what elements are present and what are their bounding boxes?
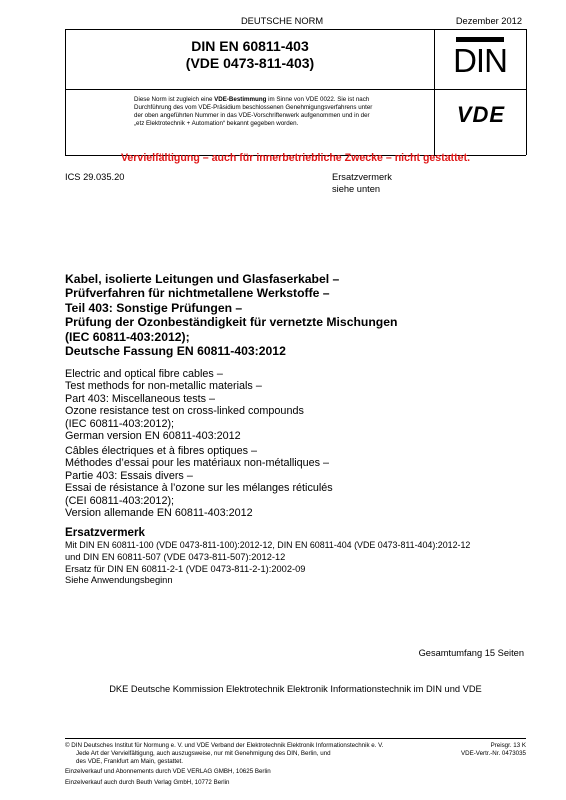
- total-pages: Gesamtumfang 15 Seiten: [418, 648, 524, 658]
- sales-info-2: Einzelverkauf auch durch Beuth Verlag GmbH, 10772 Berlin: [65, 779, 230, 786]
- ersatzvermerk-body: [65, 540, 527, 587]
- title-english-line: Ozone resistance test on cross-linked compounds: [65, 405, 304, 418]
- title-german-line: Kabel, isolierte Leitungen und Glasfaserkabel –: [65, 272, 340, 286]
- ics-code: ICS 29.035.20: [65, 172, 125, 182]
- dke-line: DKE Deutsche Kommission Elektrotechnik Elektronik Informationstechnik im DIN und VDE: [109, 684, 482, 694]
- ersatzvermerk-line: Ersatz für DIN EN 60811-2-1 (VDE 0473-811-2-1):2002-09: [65, 563, 306, 574]
- divider: [65, 29, 526, 30]
- title-french: [65, 445, 333, 519]
- ersatz-reference: Ersatzvermerk siehe unten: [332, 172, 392, 194]
- price-info: [430, 742, 526, 758]
- din-logo-text: DIN: [453, 42, 507, 79]
- ersatzvermerk-heading: Ersatzvermerk: [65, 526, 145, 539]
- copyright-notice: © DIN Deutsches Institut für Normung e. V. und VDE Verband der Elektrotechnik Elektronik Informationstechnik e. V. Jede Art der Vervielfältigung, auch auszugsweise, nur mit Genehmigung des DIN, Berlin, und des VDE, Frankfurt am Main, gestattet.: [65, 742, 384, 765]
- ersatzvermerk-line: und DIN EN 60811-507 (VDE 0473-811-507):2012-12: [65, 551, 286, 562]
- title-german-line: (IEC 60811-403:2012);: [65, 329, 190, 344]
- title-english-line: (IEC 60811-403:2012);: [65, 417, 175, 430]
- ersatzvermerk-line: Siehe Anwendungsbeginn: [65, 575, 173, 586]
- title-german-line: Prüfung der Ozonbeständigkeit für vernetzte Mischungen: [65, 315, 398, 330]
- title-french-line: (CEI 60811-403:2012);: [65, 494, 175, 507]
- title-english-line: Part 403: Miscellaneous tests –: [65, 392, 216, 405]
- divider: [65, 89, 526, 90]
- title-french-line: Version allemande EN 60811-403:2012: [65, 507, 253, 520]
- sales-info-1: Einzelverkauf und Abonnements durch VDE VERLAG GMBH, 10625 Berlin: [65, 768, 271, 775]
- vde-contract-number: VDE-Vertr.-Nr. 0473035: [461, 750, 526, 757]
- divider: [434, 29, 435, 155]
- title-english-line: German version EN 60811-403:2012: [65, 430, 241, 443]
- title-english: [65, 368, 304, 442]
- title-french-line: Partie 403: Essais divers –: [65, 469, 193, 482]
- reproduction-warning: Vervielfältigung – auch für innerbetriebliche Zwecke – nicht gestattet.: [120, 152, 471, 164]
- title-german-line: Deutsche Fassung EN 60811-403:2012: [65, 344, 286, 359]
- title-german-line: Teil 403: Sonstige Prüfungen –: [65, 300, 243, 315]
- price-group: Preisgr. 13 K: [490, 742, 526, 749]
- footer-divider: [65, 738, 526, 739]
- divider: [526, 29, 527, 155]
- ersatzvermerk-line: Mit DIN EN 60811-100 (VDE 0473-811-100):2012-12, DIN EN 60811-404 (VDE 0473-811-404):2012-12: [65, 540, 471, 550]
- vde-logo: VDE: [456, 102, 506, 127]
- norm-type-label: DEUTSCHE NORM: [240, 16, 324, 26]
- din-number: DIN EN 60811-403: [191, 38, 309, 54]
- divider: [65, 29, 66, 155]
- standard-number: [130, 38, 370, 72]
- vde-notice: Diese Norm ist zugleich eine VDE-Bestimmung im Sinne von VDE 0022. Sie ist nach Durchführung des vom VDE-Präsidium beschlossenen Genehmigungsverfahrens unter der oben angeführten Nummer in das VDE-Vorschriftenwerk aufgenommen und in der „etz Elektrotechnik + Automation“ bekannt gegeben worden.: [134, 96, 373, 127]
- title-german: [65, 272, 397, 358]
- title-french-line: Essai de résistance à l’ozone sur les mélanges réticulés: [65, 482, 333, 495]
- title-english-line: Test methods for non-metallic materials –: [65, 380, 262, 393]
- title-english-line: Electric and optical fibre cables –: [65, 368, 223, 380]
- title-german-line: Prüfverfahren für nichtmetallene Werkstoffe –: [65, 286, 330, 301]
- title-french-line: Méthodes d’essai pour les matériaux non-métalliques –: [65, 457, 330, 470]
- title-french-line: Câbles électriques et à fibres optiques –: [65, 445, 258, 457]
- din-logo: [448, 37, 512, 80]
- issue-date: Dezember 2012: [455, 16, 522, 26]
- vde-number: (VDE 0473-811-403): [185, 55, 315, 71]
